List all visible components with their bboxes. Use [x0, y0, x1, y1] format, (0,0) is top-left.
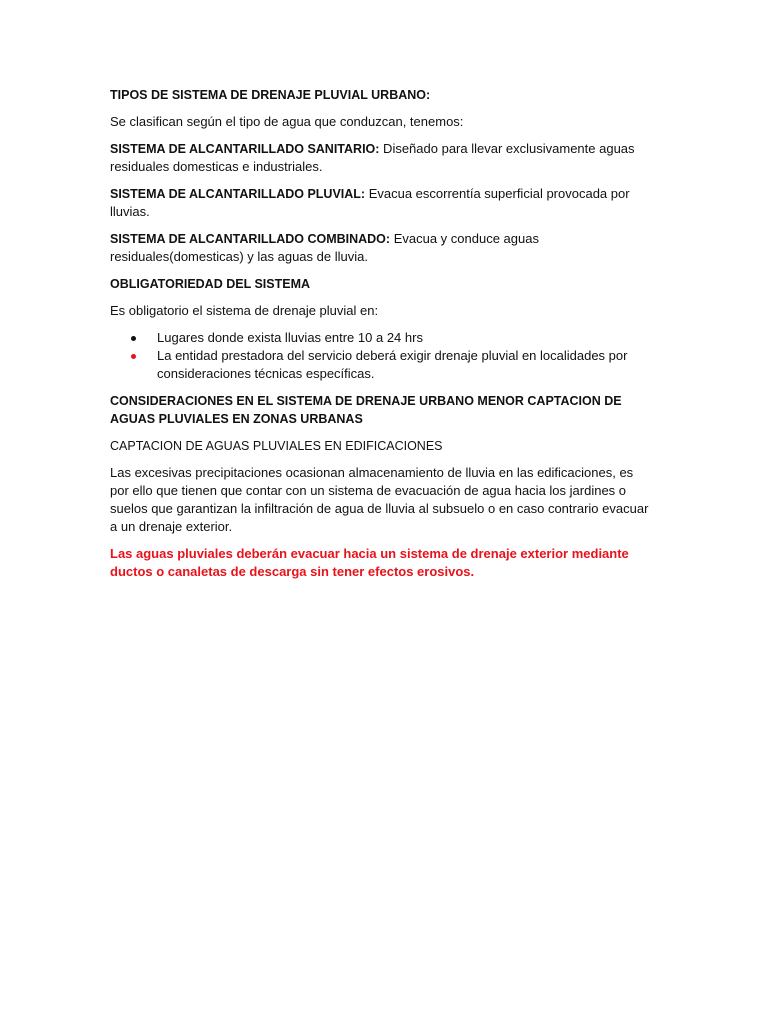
bullet-icon	[131, 336, 136, 341]
captacion-heading: CAPTACION DE AGUAS PLUVIALES EN EDIFICACIONES	[110, 439, 443, 453]
bullet-list	[110, 329, 655, 383]
sanitario-label: SISTEMA DE ALCANTARILLADO SANITARIO:	[110, 142, 380, 156]
list-item	[110, 329, 655, 347]
pluvial-text: Evacua escorrentía superficial provocada por lluvias.	[110, 186, 630, 219]
combinado-label: SISTEMA DE ALCANTARILLADO COMBINADO:	[110, 232, 391, 246]
red-note-paragraph: Las aguas pluviales deberán evacuar hacia un sistema de drenaje exterior mediante ductos o canaletas de descarga sin tener efectos erosivos.	[110, 546, 629, 579]
obligatorio-intro: Es obligatorio el sistema de drenaje pluvial en:	[110, 303, 379, 318]
obligatoriedad-heading: OBLIGATORIEDAD DEL SISTEMA	[110, 277, 311, 291]
intro-paragraph: Se clasifican según el tipo de agua que conduzcan, tenemos:	[110, 114, 464, 129]
captacion-paragraph: Las excesivas precipitaciones ocasionan almacenamiento de lluvia en las edificaciones, es por ello que tienen que contar con un sistema de evacuación de agua hacia los jardines o suelos que garantizan la infiltración de agua de lluvia al subsuelo o en caso contrario evacuar a un drenaje exterior.	[110, 465, 649, 534]
list-item-text: La entidad prestadora del servicio deberá exigir drenaje pluvial en localidades por consideraciones técnicas específicas.	[157, 348, 628, 381]
list-item-text: Lugares donde exista lluvias entre 10 a 24 hrs	[157, 330, 423, 345]
pluvial-paragraph	[110, 185, 655, 221]
combinado-paragraph	[110, 230, 655, 266]
sanitario-text: Diseñado para llevar exclusivamente aguas residuales domesticas e industriales.	[110, 141, 635, 174]
list-item	[110, 347, 655, 383]
consideraciones-heading: CONSIDERACIONES EN EL SISTEMA DE DRENAJE URBANO MENOR CAPTACION DE AGUAS PLUVIALES EN ZONAS URBANAS	[110, 394, 622, 426]
pluvial-label: SISTEMA DE ALCANTARILLADO PLUVIAL:	[110, 187, 366, 201]
document-title: TIPOS DE SISTEMA DE DRENAJE PLUVIAL URBANO:	[110, 88, 431, 102]
sanitario-paragraph	[110, 140, 655, 176]
red-bullet-icon	[131, 354, 136, 359]
combinado-text: Evacua y conduce aguas residuales(domesticas) y las aguas de lluvia.	[110, 231, 539, 264]
